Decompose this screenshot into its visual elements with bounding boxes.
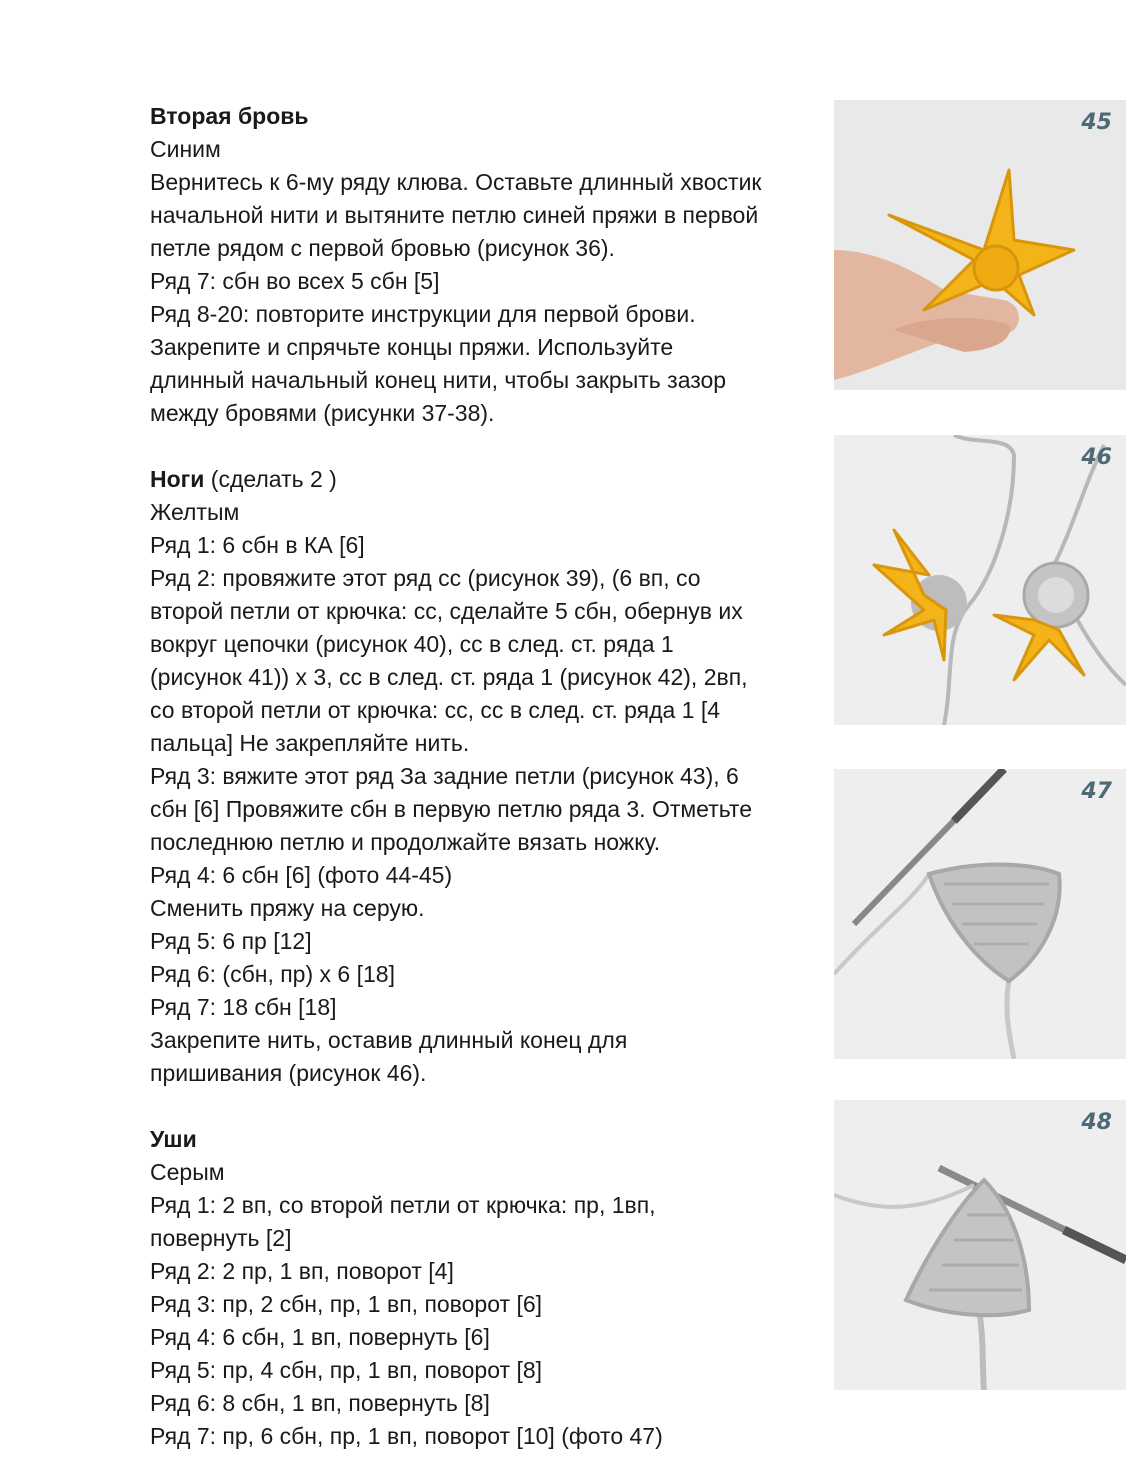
text-line: Закрепите нить, оставив длинный конец для [150,1027,628,1053]
photo-45 [834,100,1126,390]
text-line: Синим [150,136,221,162]
text-line: пальца] Не закрепляйте нить. [150,730,470,756]
legs-title: Ноги [150,466,205,492]
text-line: второй петли от крючка: сс, сделайте 5 сбн, обернув их [150,598,743,624]
text-line: пришивания (рисунок 46). [150,1060,427,1086]
text-line: Ряд 5: пр, 4 сбн, пр, 1 вп, поворот [8] [150,1357,543,1383]
section-title-brow: Вторая бровь [150,103,309,129]
text-line: последнюю петлю и продолжайте вязать ножку. [150,829,661,855]
text-line: Ряд 8-20: повторите инструкции для первой брови. [150,301,696,327]
text-line: между бровями (рисунки 37-38). [150,400,495,426]
text-line: Ряд 2: 2 пр, 1 вп, поворот [4] [150,1258,454,1284]
text-line: Ряд 3: пр, 2 сбн, пр, 1 вп, поворот [6] [150,1291,543,1317]
text-line: Ряд 4: 6 сбн [6] (фото 44-45) [150,862,453,888]
text-line: начальной нити и вытяните петлю синей пряжи в первой [150,202,759,228]
photo-number: 46 [1081,445,1112,470]
text-line: Ряд 4: 6 сбн, 1 вп, повернуть [6] [150,1324,490,1350]
section-title-legs [150,463,822,496]
text-line: Ряд 1: 2 вп, со второй петли от крючка: пр, 1вп, [150,1192,656,1218]
text-line: вокруг цепочки (рисунок 40), сс в след. ст. ряда 1 [150,631,674,657]
grey-triangle-with-hook-icon [834,769,1126,1059]
text-line: повернуть [2] [150,1225,292,1251]
photo-number: 45 [1081,110,1112,135]
text-line: Ряд 6: (сбн, пр) х 6 [18] [150,961,395,987]
text-line: Ряд 6: 8 сбн, 1 вп, повернуть [8] [150,1390,490,1416]
photo-46 [834,435,1126,725]
text-line: Ряд 7: пр, 6 сбн, пр, 1 вп, поворот [10] (фото 47) [150,1423,663,1449]
text-line: Серым [150,1159,225,1185]
text-line: длинный начальный конец нити, чтобы закрыть зазор [150,367,727,393]
yellow-crochet-foot-in-hand-icon [834,100,1126,390]
text-line: (рисунок 41)) х 3, сс в след. ст. ряда 1 (рисунок 42), 2вп, [150,664,748,690]
text-line: Вернитесь к 6-му ряду клюва. Оставьте длинный хвостик [150,169,762,195]
two-yellow-feet-with-grey-yarn-icon [834,435,1126,725]
text-line: Ряд 3: вяжите этот ряд За задние петли (рисунок 43), 6 [150,763,739,789]
section-title-ears: Уши [150,1126,197,1152]
photo-47 [834,769,1126,1059]
text-line: Ряд 7: сбн во всех 5 сбн [5] [150,268,440,294]
text-line: Сменить пряжу на серую. [150,895,425,921]
photo-number: 47 [1081,779,1112,804]
photo-48 [834,1100,1126,1390]
text-line: Желтым [150,499,240,525]
text-line: Ряд 2: провяжите этот ряд сс (рисунок 39), (6 вп, со [150,565,701,591]
text-line: со второй петли от крючка: сс, сс в след. ст. ряда 1 [4 [150,697,721,723]
legs-title-note: (сделать 2 ) [204,466,337,492]
text-line: Ряд 5: 6 пр [12] [150,928,312,954]
text-line: Закрепите и спрячьте концы пряжи. Используйте [150,334,674,360]
photo-number: 48 [1081,1110,1112,1135]
text-line: Ряд 1: 6 сбн в КА [6] [150,532,365,558]
text-line: сбн [6] Провяжите сбн в первую петлю ряда 3. Отметьте [150,796,752,822]
grey-ear-with-hook-icon [834,1100,1126,1390]
text-line: петле рядом с первой бровью (рисунок 36). [150,235,615,261]
instructions-column [150,100,822,1453]
text-line: Ряд 7: 18 сбн [18] [150,994,337,1020]
